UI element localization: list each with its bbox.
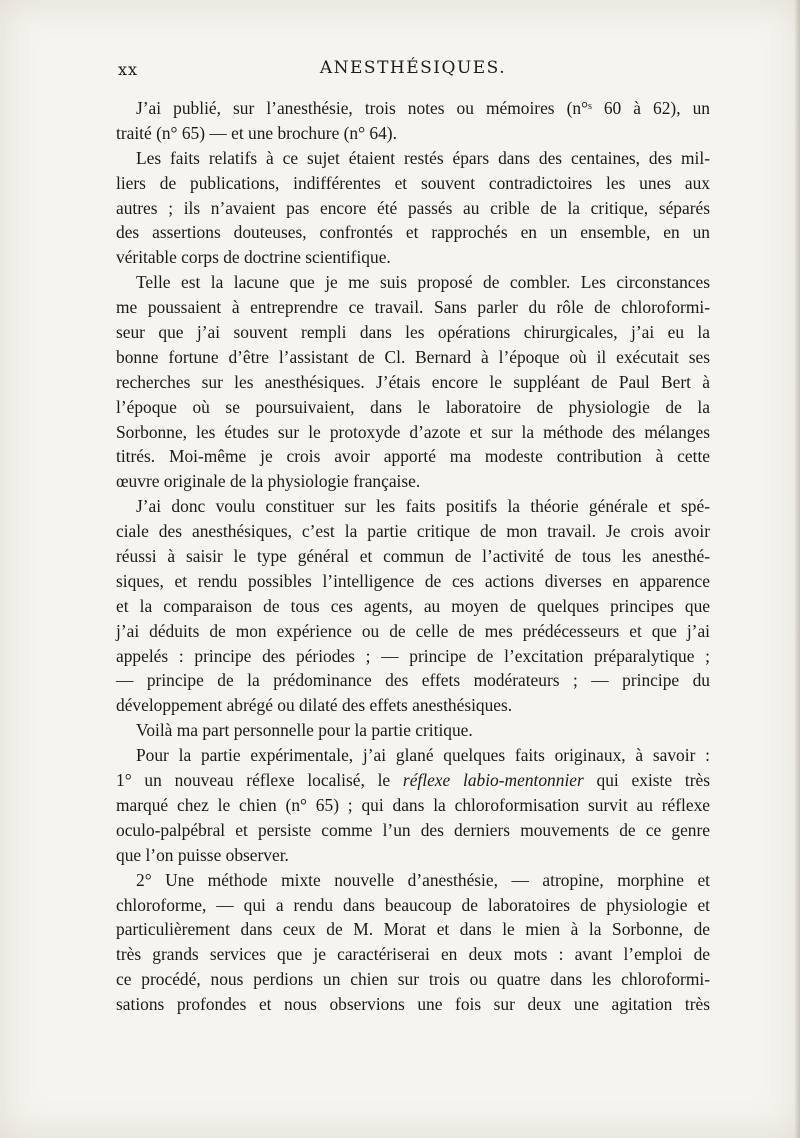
text-line: titrés. Moi-même je crois avoir apporté ma modeste contribution à cette xyxy=(116,446,710,467)
text-line: très grands services que je caractériserai en deux mots : avant l’emploi de xyxy=(116,944,710,965)
running-header xyxy=(116,58,710,84)
text-line: Telle est la lacune que je me suis proposé de combler. Les circonstances xyxy=(136,272,710,293)
text-line: Voilà ma part personnelle pour la partie critique. xyxy=(136,720,473,741)
text-line: des assertions douteuses, confrontés et rapprochés en un ensemble, en un xyxy=(116,222,710,243)
page-number: xx xyxy=(118,60,139,79)
text-line: développement abrégé ou dilaté des effets anesthésiques. xyxy=(116,695,513,716)
italic-term: réflexe labio-mentonnier xyxy=(402,770,584,791)
text-line: réussi à saisir le type général et commun de l’activité de tous les anesthé- xyxy=(116,546,710,567)
text-line xyxy=(116,768,710,793)
text-line: traité (n° 65) — et une brochure (n° 64). xyxy=(116,122,397,143)
text-line: siques, et rendu possibles l’intelligence de ces actions diverses en apparence xyxy=(116,570,710,591)
text-line: Les faits relatifs à ce sujet étaient restés épars dans des centaines, des mil- xyxy=(136,147,710,168)
text-line: — principe de la prédominance des effets modérateurs ; — principe du xyxy=(116,670,710,691)
text-line: et la comparaison de tous ces agents, au moyen de quelques principes que xyxy=(116,595,710,616)
text-line: Pour la partie expérimentale, j’ai glané quelques faits originaux, à savoir : xyxy=(136,745,710,766)
body-text xyxy=(116,96,710,1017)
text-line: J’ai donc voulu constituer sur les faits positifs la théorie générale et spé- xyxy=(136,496,710,517)
text-line: Sorbonne, les études sur le protoxyde d’azote et sur la méthode des mélanges xyxy=(116,421,710,442)
text-line: liers de publications, indifférentes et souvent contradictoires les unes aux xyxy=(116,172,710,193)
text-line: recherches sur les anesthésiques. J’étais encore le suppléant de Paul Bert à xyxy=(116,371,710,392)
text-line: particulièrement dans ceux de M. Morat et dans le mien à la Sorbonne, de xyxy=(116,919,710,940)
text-line: sations profondes et nous observions une fois sur deux une agitation très xyxy=(116,994,710,1015)
text-line: œuvre originale de la physiologie française. xyxy=(116,471,421,492)
text-line: me poussaient à entreprendre ce travail. Sans parler du rôle de chloroformi- xyxy=(116,297,710,318)
text-segment: qui existe très xyxy=(583,770,710,791)
text-line: J’ai publié, sur l’anesthésie, trois notes ou mémoires (n°ˢ 60 à 62), un xyxy=(136,98,710,118)
running-title: ANESTHÉSIQUES. xyxy=(319,58,507,78)
text-line: l’époque où se poursuivaient, dans le laboratoire de physiologie de la xyxy=(116,396,710,417)
text-line: chloroforme, — qui a rendu dans beaucoup de laboratoires de physiologie et xyxy=(116,894,710,915)
text-line: marqué chez le chien (n° 65) ; qui dans la chloroformisation survit au réflexe xyxy=(116,794,710,815)
text-line: véritable corps de doctrine scientifique. xyxy=(116,247,391,268)
text-line: 2° Une méthode mixte nouvelle d’anesthésie, — atropine, morphine et xyxy=(136,869,710,890)
text-line: autres ; ils n’avaient pas encore été passés au crible de la critique, séparés xyxy=(116,197,710,218)
page-edge-shadow xyxy=(794,0,800,1138)
text-line: que l’on puisse observer. xyxy=(116,844,289,865)
text-line: oculo-palpébral et persiste comme l’un des derniers mouvements de ce genre xyxy=(116,819,710,840)
text-line: ce procédé, nous perdions un chien sur trois ou quatre dans les chloroformi- xyxy=(116,969,710,990)
text-line: bonne fortune d’être l’assistant de Cl. Bernard à l’époque où il exécutait ses xyxy=(116,346,710,367)
text-line: ciale des anesthésiques, c’est la partie critique de mon travail. Je crois avoir xyxy=(116,521,710,542)
text-segment: 1° un nouveau réflexe localisé, le xyxy=(116,770,403,791)
text-line: seur que j’ai souvent rempli dans les opérations chirurgicales, j’ai eu la xyxy=(116,322,710,343)
text-line: appelés : principe des périodes ; — principe de l’excitation préparalytique ; xyxy=(116,645,710,666)
text-line: j’ai déduits de mon expérience ou de celle de mes prédécesseurs et que j’ai xyxy=(116,620,710,641)
